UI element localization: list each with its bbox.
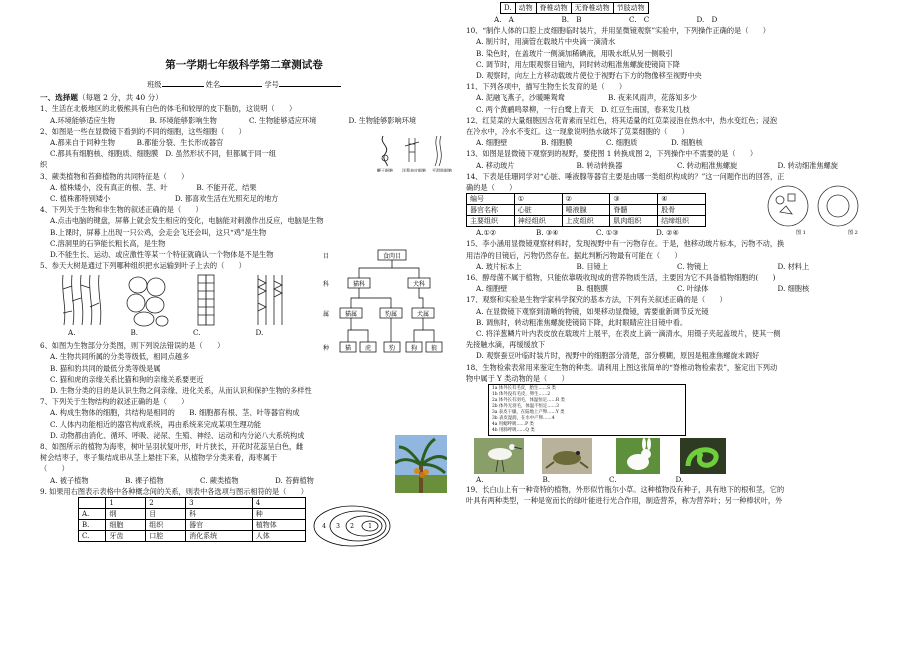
rabbit-photo — [616, 438, 660, 474]
circle-label: 4 — [322, 522, 326, 530]
cell-figure — [375, 132, 455, 172]
option[interactable]: C. 物镜上 — [677, 261, 709, 271]
option[interactable]: A. 构成生物体的细胞，共结构是相同的 B. 细胞都有根、茎、叶等器官构成 — [50, 408, 300, 418]
name-field[interactable] — [220, 78, 262, 87]
question-9: 9. 如果用右图表示表格中各种概念间的关系，则表中各选项与图示相符的是（ ） — [40, 486, 308, 496]
question-14-cont: 确的是（ ） — [466, 183, 517, 193]
option[interactable]: D. 观察时，向左上方移动载玻片使位于视野右下方的物像移至视野中央 — [476, 71, 702, 81]
option[interactable]: D. 转动细准焦螺旋 — [777, 160, 838, 170]
question-9-options — [466, 14, 764, 25]
option[interactable]: B. — [130, 328, 139, 338]
option[interactable]: B. 目镜上 — [576, 261, 608, 271]
question-15-cont: 用洁净的目镜后，污物仍然存在。据此判断污物最有可能在（ ） — [466, 250, 682, 260]
figure-label: 图 2 — [848, 230, 858, 237]
name-label: 姓名 — [205, 80, 221, 89]
option[interactable]: D. 动物都由消化、循环、呼吸、泌尿、生殖、神经、运动和内分泌八大系统构成 — [50, 430, 305, 440]
option[interactable]: D. 细胞核 — [671, 138, 703, 148]
section-heading: 一、选择题（每题 2 分，共 40 分） — [40, 93, 163, 103]
question-6: 6、如图为生物部分分类图，则下列说法错误的是（ ） — [40, 341, 225, 351]
snake-photo — [680, 438, 726, 474]
option[interactable]: A. 泥融飞燕子，沙暖睡鸳鸯 — [476, 93, 565, 103]
circle-label: 2 — [350, 522, 354, 530]
option[interactable]: A. 细胞壁 — [476, 138, 508, 148]
option[interactable]: A.①② — [476, 228, 497, 238]
question-8-cont: 树会结枣子，枣子集结成串从茎上悬挂下来，从植物学分类来看，海枣属于 — [40, 453, 278, 463]
option[interactable]: B. 细胞膜 — [576, 284, 608, 294]
option[interactable]: C. 调节时，用左眼观察目镜内，同时转动粗准焦螺旋使镜筒下降 — [476, 59, 680, 69]
option[interactable]: C. 转动粗准焦螺旋 — [677, 160, 738, 170]
option[interactable]: A. — [476, 475, 484, 485]
option[interactable]: D. 红豆生南国，春来发几枝 — [600, 104, 690, 114]
option[interactable]: B. ③④ — [536, 228, 559, 238]
question-2-block — [40, 126, 452, 172]
number-label: 学号 — [264, 80, 279, 89]
concept-table — [78, 497, 306, 542]
left-column — [40, 0, 452, 542]
question-1-options — [40, 115, 448, 126]
question-8-options — [40, 475, 350, 486]
classification-tree — [320, 246, 448, 368]
option[interactable]: A. 玻片标本上 — [476, 261, 522, 271]
option[interactable]: A.点击电脑的键盘，屏幕上就会发生相应的变化，电脑能对刺激作出反应，电脑是生物 — [50, 216, 324, 226]
option[interactable]: B. 转动转换器 — [576, 160, 623, 170]
question-5-options — [58, 327, 318, 338]
tree-node: 犬属 — [416, 311, 430, 319]
question-11: 11、下列各项中，描写生物生长发育的是（ ） — [466, 82, 627, 92]
option[interactable]: D. ②④ — [656, 228, 679, 238]
option[interactable]: A. 制片时，用滴管在载玻片中央滴一滴清水 — [476, 37, 616, 47]
table-row: 主要组织 神经组织 上皮组织 肌肉组织 结缔组织 — [467, 216, 706, 227]
question-18: 18、生物检索表常用来鉴定生物的种类。请利用上图这张简单的“脊椎动物检索表”，鉴定出下列动 — [466, 362, 778, 372]
option[interactable]: B. 调焦时，转动粗准焦螺旋使镜筒下降，此时眼睛应注目镜中看。 — [476, 317, 688, 327]
figure-label: 鞭子细胞 — [377, 167, 393, 172]
circle-label: 1 — [368, 522, 372, 530]
question-19-cont: 叶具有两种类型，一种是宽而长的绿叶能进行光合作用，制造营养，称为营养叶；另一种棒状叶，外 — [466, 496, 783, 506]
option[interactable]: D. 观察蚕豆叶临时装片时，视野中的细胞部分清楚，部分模糊，原因是粗准焦螺旋未调好 — [476, 351, 760, 361]
option[interactable]: D. 生物分类的目的是认识生物之间亲缘、进化关系，从而认识和保护生物的多样性 — [50, 386, 312, 396]
organ-table — [466, 193, 706, 227]
question-8-block — [40, 441, 448, 486]
option[interactable]: C. 蕨类植物 — [200, 475, 239, 485]
right-column — [466, 0, 878, 507]
question-13: 13、如图是显微镜下观察到的视野，要使图 1 转换成图 2，下列操作中不需要的是（ ） — [466, 149, 758, 159]
question-12-cont: 在冷水中，冷水不变红。这一现象说明热水破坏了苋菜细胞的（ ） — [466, 127, 689, 137]
option[interactable]: D. 材料上 — [777, 261, 810, 271]
option[interactable]: B. 环境能够影响生物 — [149, 115, 217, 125]
question-12-options — [466, 137, 736, 148]
tree-level: 科 — [322, 281, 330, 289]
option[interactable]: A. — [68, 328, 76, 338]
exam-title: 第一学期七年级科学第二章测试卷 — [165, 59, 323, 71]
circle-label: 3 — [336, 522, 340, 530]
option[interactable]: B. B — [561, 15, 582, 24]
table-row: 编号 ① ② ③ ④ — [467, 194, 706, 205]
microscope-views-figure — [766, 182, 866, 240]
question-12: 12、红苋菜的大量细胞因含花青素而呈红色，将其适量的红苋菜浸泡在热水中，热水变红色；浸泡 — [466, 115, 778, 125]
tree-level: 种 — [322, 345, 330, 353]
key-row: 4b 用肺呼吸……Q 类 — [492, 428, 535, 434]
option[interactable]: A. 植株矮小，没有真正的根、茎、叶 — [50, 182, 168, 192]
tree-node: 豹属 — [384, 311, 398, 319]
option[interactable]: C. 细胞质 — [606, 138, 638, 148]
option[interactable]: A.环境能够适应生物 — [50, 115, 115, 125]
key-row: 4a 用鳃呼吸……P 类 — [492, 422, 534, 428]
table-row: C. 牙齿 口腔 消化系统 人体 — [79, 531, 306, 542]
question-14: 14、下表是佳珊同学对“心脏、唾液腺等器官主要是由哪一类组织构成的？”这一问题作出的回答，正 — [466, 171, 785, 181]
key-row: 1b 体外没有毛皮，卵生……2 — [492, 392, 551, 398]
option[interactable]: A.都来自于同种生物 — [50, 138, 115, 148]
question-2: 2、如图是一些在显微镜下看到的不同的细胞，这些细胞（ ） — [40, 126, 246, 136]
date-palm-photo — [395, 435, 447, 493]
option[interactable]: D. 细胞核 — [777, 284, 810, 294]
option[interactable]: D. D — [696, 15, 718, 24]
key-row: 3b 表皮湿润，在水中产卵……4 — [492, 416, 555, 422]
question-19: 19、长白山上有一种奇特的植物，外形似竹瓶尔小草。这种植物没有种子，具有地下的根和茎，它的 — [466, 485, 785, 495]
table-row: D. 动物 脊椎动物 无脊椎动物 节肢动物 — [501, 3, 649, 14]
student-info — [40, 78, 448, 90]
option[interactable]: C. 叶绿体 — [677, 284, 709, 294]
option[interactable]: A. 被子植物 — [50, 475, 89, 485]
option[interactable]: B. 细胞膜 — [541, 138, 573, 148]
option[interactable]: A. 细胞壁 — [476, 284, 508, 294]
figure-label: 洋葱表皮细胞 — [402, 167, 426, 172]
option[interactable]: D. 苔藓植物 — [275, 475, 314, 485]
question-15: 15、李小涵用显微镜观察材料时，发现视野中有一污物存在。于是，他移动玻片标本，污物不动，换 — [466, 239, 785, 249]
option[interactable]: A. A — [494, 15, 514, 24]
question-8-cont: （ ） — [40, 464, 69, 474]
option[interactable]: C. 人体内功能相近的器官构成系统，再由系统来完成某项生理功能 — [50, 419, 262, 429]
question-14-options — [466, 227, 716, 238]
table-row: 器官名称 心脏 唾液腺 脊髓 股骨 — [467, 205, 706, 216]
option[interactable]: C. C — [629, 15, 650, 24]
option[interactable]: C. 植株都特别矮小 — [50, 194, 111, 204]
table-row: 1 2 3 4 — [79, 498, 306, 509]
key-row: 3a 表皮干燥，在陆地上产卵……Y 类 — [492, 410, 565, 416]
option[interactable]: C. 猫和虎的亲缘关系比猫和狗的亲缘关系要更近 — [50, 374, 204, 384]
tissue-figures — [58, 273, 298, 328]
question-2-cont: 织 — [40, 160, 48, 170]
option[interactable]: C.溶洞里的石笋能长粗长高，是生物 — [50, 238, 166, 248]
option[interactable]: D. — [675, 475, 684, 485]
option[interactable]: B. 裸子植物 — [125, 475, 164, 485]
option[interactable]: B.上课时，屏幕上出现一只公鸡，会走会飞还会叫，这只“鸡”是生物 — [50, 227, 267, 237]
tree-node: 猫 — [344, 345, 352, 353]
question-5: 5、参天大树是通过下列哪种组织把水运输到叶子上去的（ ） — [40, 261, 246, 271]
tree-node: 虎 — [364, 345, 372, 353]
tree-node: 狗 — [410, 345, 418, 353]
option[interactable]: D. — [255, 328, 264, 338]
tree-node: 豹 — [388, 345, 396, 353]
concept-table-row-d — [500, 2, 649, 14]
question-10: 10、“制作人体的口腔上皮细胞临时装片，并用显微镜观察”实验中，下列操作正确的是（ ） — [466, 26, 770, 36]
option[interactable]: B. — [542, 475, 551, 485]
option[interactable]: B.都能分裂、生长形成器官 — [136, 138, 224, 148]
option[interactable]: A. 移动玻片 — [476, 160, 515, 170]
bird-photo — [474, 438, 524, 474]
tree-node: 猫属 — [344, 311, 358, 319]
option[interactable]: C. — [193, 328, 201, 338]
class-label: 班级 — [147, 80, 162, 89]
key-row: 2b 体外无羽毛，体温不恒定……3 — [492, 404, 559, 410]
question-17: 17、观察和实验是生物学家科学探究的基本方法，下列有关叙述正确的是（ ） — [466, 295, 727, 305]
question-16-options — [466, 283, 878, 294]
question-17-cont: 先接触水滴，再缓缓放下 — [466, 340, 546, 350]
option[interactable]: B. 染色时，在盖玻片一侧滴加稀碘液，用吸水纸从另一侧吸引 — [476, 48, 673, 58]
key-row: 1a 体外长有毛皮，胎生……S 类 — [492, 386, 556, 392]
question-9-block — [40, 486, 448, 542]
option[interactable]: C. ①③ — [596, 228, 619, 238]
tree-node: 猫科 — [352, 281, 366, 289]
animal-photos — [466, 438, 878, 484]
option[interactable]: B. 猫和豹共同的最低分类等级是属 — [50, 363, 161, 373]
question-18-cont: 物中属于 Y 类动物的是（ ） — [466, 373, 569, 383]
question-7: 7、下列关于生物结构的叙述正确的是（ ） — [40, 397, 189, 407]
table-row: A. 纲 目 科 种 — [79, 509, 306, 520]
tree-level: 目 — [322, 253, 330, 261]
tree-node: 狼 — [430, 345, 438, 353]
tree-level: 属 — [322, 311, 330, 319]
option[interactable]: D. 虽然形状不同，但都属于同一组 — [165, 149, 277, 159]
question-8: 8、如图所示的植物为海枣，树叶呈羽状复叶形，叶片狭长，开花时花蕊呈白色，雌 — [40, 442, 304, 452]
figure-label: 平滑肌细胞 — [432, 167, 452, 172]
nested-circles-figure — [312, 504, 392, 548]
dichotomous-key — [488, 384, 686, 436]
question-16: 16、醇母菌不属于植物，只能依靠吸收现成的营养物质生活，主要因为它不具备植物细胞的( ) — [466, 273, 776, 283]
option[interactable]: B. 夜来风雨声，花落知多少 — [607, 93, 697, 103]
option[interactable]: D. 生物能够影响环境 — [348, 115, 417, 125]
table-row: B. 细胞 组织 器官 植物体 — [79, 520, 306, 531]
question-15-options — [466, 261, 878, 272]
question-1: 1、生活在北极地区的北极熊具有白色的体毛和较厚的皮下脂肪，这说明（ ） — [40, 104, 297, 114]
option[interactable]: C.都具有细胞核、细胞质、细胞膜 — [50, 149, 159, 159]
option[interactable]: A. 生物共同所属的分类等级低，相同点越多 — [50, 352, 190, 362]
option[interactable]: D.不能生长、运动、或应激性等某一个特征就确认一个物体是不是生物 — [50, 250, 274, 260]
question-13-block — [466, 148, 878, 238]
key-row: 2a 体外长有羽毛，体温恒定……R 类 — [492, 398, 565, 404]
frog-photo — [542, 438, 592, 474]
question-13-options — [466, 160, 878, 171]
question-4: 4、下列关于生物和非生物的叙述正确的是（ ） — [40, 205, 203, 215]
number-field[interactable] — [279, 78, 341, 87]
option[interactable]: C. 将洋葱鳞片叶内表皮放在载玻片上展平，在表皮上滴一滴清水，用镊子夹起盖玻片，使其一侧 — [476, 329, 781, 339]
option[interactable]: D. 都喜欢生活在光照充足的地方 — [174, 194, 279, 204]
figure-label: 图 1 — [796, 230, 806, 237]
option[interactable]: C. — [609, 475, 617, 485]
option[interactable]: C. 生物能够适应环境 — [249, 115, 317, 125]
option[interactable]: C. 两个黄鹂鸣翠柳，一行白鹭上青天 — [476, 104, 594, 114]
tree-node: 食肉目 — [382, 253, 402, 261]
question-3: 3、蕨类植物和苔藓植物的共同特征是（ ） — [40, 171, 189, 181]
question-18-options — [466, 474, 742, 485]
class-field[interactable] — [162, 78, 204, 87]
option[interactable]: A. 在显微镜下观察到清晰的物镜，如果移动显微镜，需要重新调节反光镜 — [476, 306, 709, 316]
option[interactable]: B. 不能开花、结果 — [196, 182, 257, 192]
tree-node: 犬科 — [412, 281, 426, 289]
